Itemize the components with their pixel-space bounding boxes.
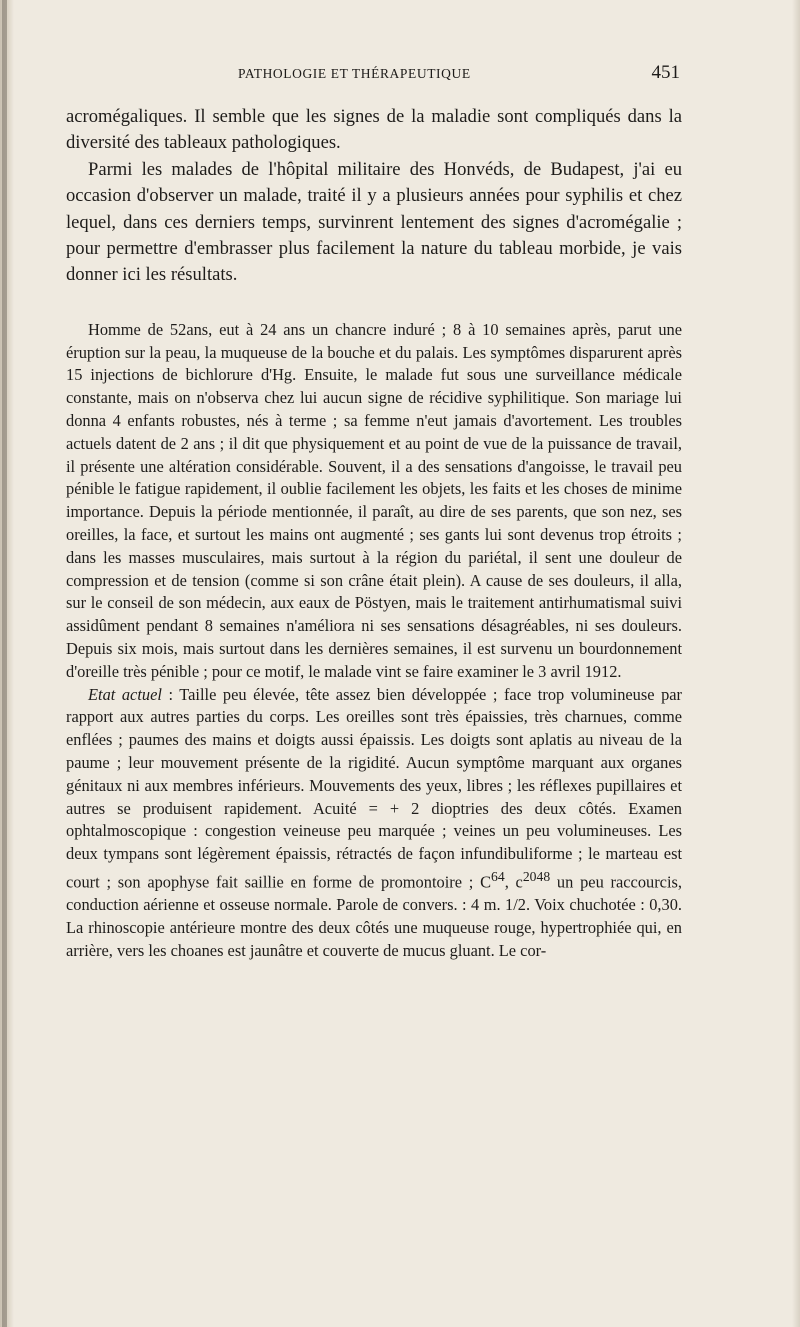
page-body: [66, 104, 682, 963]
paragraph-introduction: Parmi les malades de l'hôpital militaire des Honvéds, de Budapest, j'ai eu occasion d'observer un malade, traité il y a plusieurs années pour syphilis et chez lequel, dans ces derniers temps, survinrent lentement des signes d'acromégalie ; pour permettre d'embrasser plus facilement la nature du tableau morbide, je vais donner ici les résultats.: [66, 158, 682, 286]
section-label-etat-actuel: Etat actuel: [88, 684, 162, 704]
superscript-2048: 2048: [522, 868, 551, 884]
page-edge-shadow: [792, 0, 800, 1327]
current-state-text-3: un peu raccourcis, conduction aérienne et osseuse normale. Parole de convers. : 4 m. 1/2. Voix chuchotée : 0,30. La rhinoscopie antérieure montre des deux côtés une muqueuse rouge, hypertrophiée qui, en arrière, vers les choanes est jaunâtre et couverte de mucus gluant. Le cor-: [66, 872, 682, 960]
paragraph-continuation: acromégaliques. Il semble que les signes de la maladie sont compliqués dans la diversité des tableaux pathologiques.: [66, 106, 682, 154]
page-header: [66, 62, 680, 86]
binding-edge: [2, 0, 7, 1327]
paragraph-case-history: Homme de 52ans, eut à 24 ans un chancre induré ; 8 à 10 semaines après, parut une éruption sur la peau, la muqueuse de la bouche et du palais. Les symptômes disparurent après 15 injections de bichlorure d'Hg. Ensuite, le malade fut sous une surveillance médicale constante, mais on n'observa chez lui aucun signe de récidive syphilitique. Son mariage lui donna 4 enfants robustes, nés à terme ; sa femme n'eut jamais d'avortement. Les troubles actuels datent de 2 ans ; il dit que physiquement et au point de vue de la puissance de travail, il présente une altération considérable. Souvent, il a des sensations d'angoisse, le travail peu pénible le fatigue rapidement, il oublie facilement les objets, les faits et les choses de minime importance. Depuis la période mentionnée, il paraît, au dire de ses parents, que son nez, ses oreilles, la face, et surtout les mains ont augmenté ; ses gants lui sont devenus trop étroits ; dans les masses musculaires, mais surtout à la région du pariétal, il sent une douleur de compression et de tension (comme si son crâne était plein). A cause de ses douleurs, il alla, sur le conseil de son médecin, aux eaux de Pöstyen, mais le traitement antirhumatismal suivi assidûment pendant 8 semaines n'améliora ni ses sensations désagréables, ni ses douleurs. Depuis six mois, mais surtout dans les dernières semaines, il est survenu un bourdonnement d'oreille très pénible ; pour ce motif, le malade vint se faire examiner le 3 avril 1912.: [66, 319, 682, 681]
paragraph-gap: [66, 289, 682, 319]
paragraph-current-state: [66, 684, 682, 963]
page-spine-shadow: [0, 0, 14, 1327]
running-head: PATHOLOGIE ET THÉRAPEUTIQUE: [238, 66, 471, 81]
page-number: 451: [651, 62, 680, 83]
current-state-text-1: : Taille peu élevée, tête assez bien développée ; face trop volumineuse par rapport aux autres parties du corps. Les oreilles sont très épaissies, très charnues, comme enflées ; paumes des mains et doigts aussi épaissis. Les doigts sont aplatis au niveau de la paume ; leur mouvement présente de la rigidité. Aucun symptôme marquant aux organes génitaux ni aux membres inférieurs. Mouvements des yeux, libres ; les réflexes pupillaires et autres se produisent rapidement. Acuité = + 2 dioptries des deux côtés. Examen ophtalmoscopique : congestion veineuse peu marquée ; veines un peu volumineuses. Les deux tympans sont légèrement épaissis, rétractés de façon infundibuliforme ; le marteau est court ; son apophyse fait saillie en forme de promontoire ; C: [66, 684, 682, 892]
current-state-text-2: , c: [504, 872, 523, 892]
superscript-64: 64: [491, 868, 505, 884]
